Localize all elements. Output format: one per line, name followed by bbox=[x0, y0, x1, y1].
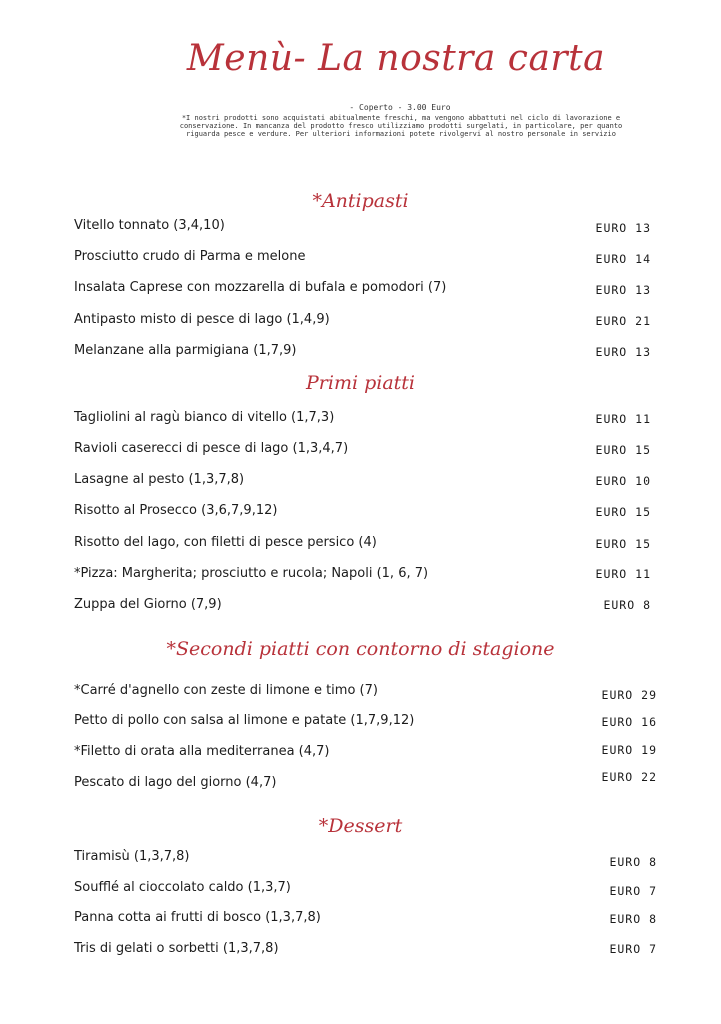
menu-item: Zuppa del Giorno (7,9) bbox=[74, 597, 222, 612]
menu-item: Panna cotta ai frutti di bosco (1,3,7,8) bbox=[74, 910, 321, 925]
menu-item: Risotto del lago, con filetti di pesce persico (4) bbox=[74, 535, 377, 550]
menu-item: Risotto al Prosecco (3,6,7,9,12) bbox=[74, 503, 278, 518]
menu-item-price: EURO 7 bbox=[609, 884, 657, 898]
menu-item-price: EURO 8 bbox=[603, 598, 651, 612]
section-title-dessert: *Dessert bbox=[318, 815, 403, 837]
menu-item-price: EURO 10 bbox=[595, 474, 651, 488]
menu-item-price: EURO 8 bbox=[609, 912, 657, 926]
menu-item: *Carré d'agnello con zeste di limone e timo (7) bbox=[74, 683, 378, 698]
menu-item-price: EURO 14 bbox=[595, 252, 651, 266]
menu-item: Melanzane alla parmigiana (1,7,9) bbox=[74, 343, 297, 358]
menu-item-price: EURO 13 bbox=[595, 283, 651, 297]
menu-item-price: EURO 19 bbox=[601, 743, 657, 757]
menu-item-price: EURO 16 bbox=[601, 715, 657, 729]
menu-item-price: EURO 29 bbox=[601, 688, 657, 702]
menu-item: Lasagne al pesto (1,3,7,8) bbox=[74, 472, 245, 487]
menu-item: *Pizza: Margherita; prosciutto e rucola; Napoli (1, 6, 7) bbox=[74, 566, 429, 581]
menu-item: Tris di gelati o sorbetti (1,3,7,8) bbox=[74, 941, 279, 956]
menu-item: Soufflé al cioccolato caldo (1,3,7) bbox=[74, 880, 291, 895]
menu-item-price: EURO 7 bbox=[609, 942, 657, 956]
menu-item: Petto di pollo con salsa al limone e patate (1,7,9,12) bbox=[74, 713, 415, 728]
menu-item-price: EURO 11 bbox=[595, 567, 651, 581]
menu-item: Ravioli caserecci di pesce di lago (1,3,4,7) bbox=[74, 441, 349, 456]
menu-title: Menù- La nostra carta bbox=[186, 38, 606, 79]
menu-item-price: EURO 13 bbox=[595, 221, 651, 235]
menu-item-price: EURO 15 bbox=[595, 443, 651, 457]
menu-item: Antipasto misto di pesce di lago (1,4,9) bbox=[74, 312, 330, 327]
menu-item-price: EURO 11 bbox=[595, 412, 651, 426]
menu-item: Tagliolini al ragù bianco di vitello (1,7,3) bbox=[74, 410, 335, 425]
menu-item: Vitello tonnato (3,4,10) bbox=[74, 218, 225, 233]
menu-item-price: EURO 22 bbox=[601, 770, 657, 784]
coperto-note: - Coperto - 3.00 Euro bbox=[349, 103, 451, 112]
menu-item-price: EURO 15 bbox=[595, 505, 651, 519]
menu-item: Insalata Caprese con mozzarella di bufala e pomodori (7) bbox=[74, 280, 447, 295]
menu-item: Pescato di lago del giorno (4,7) bbox=[74, 775, 277, 790]
menu-item-price: EURO 13 bbox=[595, 345, 651, 359]
fresh-products-note: *I nostri prodotti sono acquistati abitualmente freschi, ma vengono abbattuti nel ciclo di lavorazione e conservazione. In mancanza del prodotto fresco utilizziamo prodotti surgelati, in particolare, per quanto riguarda pesce e verdure. Per ulteriori informazioni potete rivolgervi al nostro personale in servizio bbox=[179, 114, 623, 138]
menu-item-price: EURO 21 bbox=[595, 314, 651, 328]
menu-item-price: EURO 15 bbox=[595, 537, 651, 551]
menu-item: Tiramisù (1,3,7,8) bbox=[74, 849, 190, 864]
menu-item: *Filetto di orata alla mediterranea (4,7) bbox=[74, 744, 330, 759]
section-title-antipasti: *Antipasti bbox=[312, 190, 409, 212]
section-title-primi: Primi piatti bbox=[306, 372, 415, 394]
section-title-secondi: *Secondi piatti con contorno di stagione bbox=[166, 638, 555, 660]
menu-item: Prosciutto crudo di Parma e melone bbox=[74, 249, 306, 264]
menu-item-price: EURO 8 bbox=[609, 855, 657, 869]
